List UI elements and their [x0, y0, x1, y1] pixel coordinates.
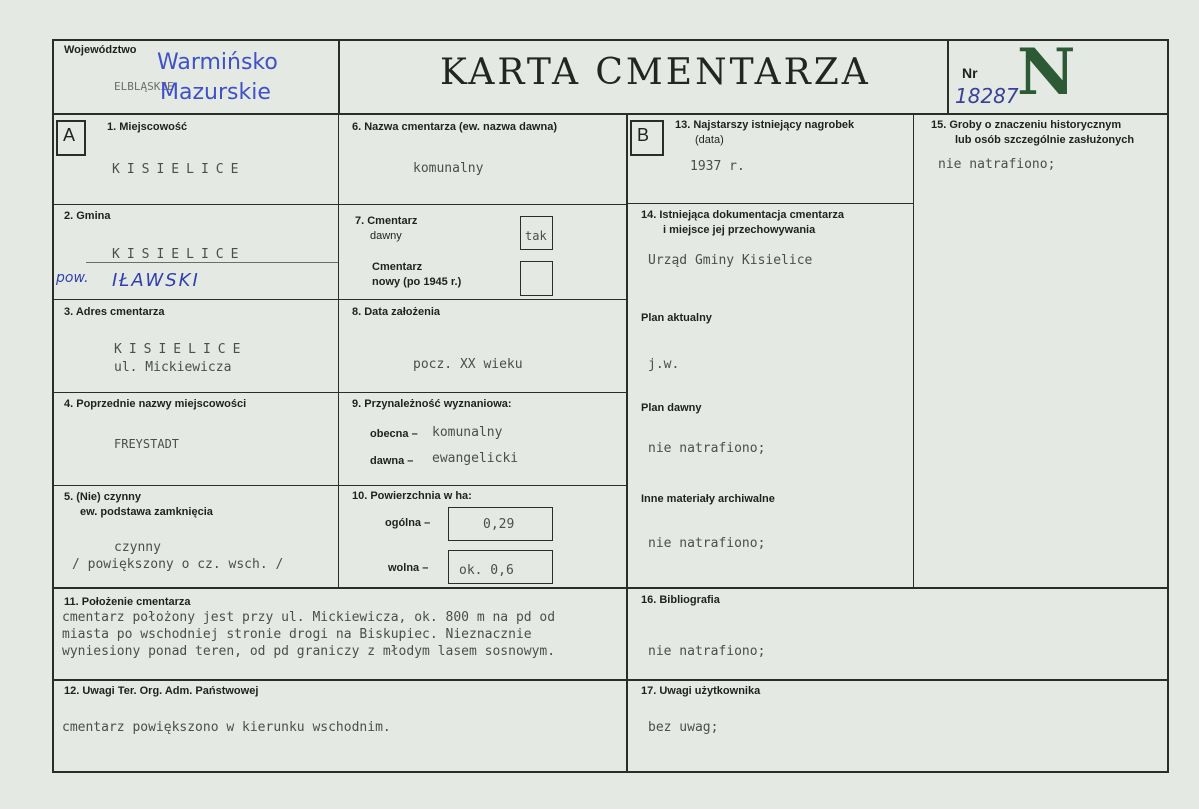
field-13-label-1: 13. Najstarszy istniejący nagrobek	[675, 119, 855, 131]
field-14-value: Urząd Gminy Kisielice	[648, 253, 813, 268]
field-9-former-value: ewangelicki	[432, 451, 519, 466]
other-materials-label: Inne materiały archiwalne	[641, 493, 775, 505]
field-5-value-1: czynny	[114, 540, 161, 555]
row-line-5	[52, 587, 1169, 589]
field-7-box-new[interactable]	[520, 261, 553, 296]
voivodeship-stamp-line1: Warmińsko	[157, 50, 278, 75]
row-line-4-left	[52, 485, 626, 486]
field-10-label: 10. Powierzchnia w ha:	[352, 490, 472, 502]
field-7-label-1: 7. Cmentarz	[355, 215, 418, 227]
row-line-1-left	[52, 204, 626, 205]
frame-bottom	[52, 771, 1169, 773]
section-b-letter: B	[637, 125, 650, 145]
field-2-hand-value: IŁAWSKI	[112, 270, 200, 291]
field-16-value: nie natrafiono;	[648, 644, 766, 659]
field-2-value: KISIELICE	[112, 247, 246, 262]
card-title: KARTA CMENTARZA	[440, 52, 871, 93]
frame-left	[52, 39, 54, 773]
nr-label: Nr	[962, 65, 978, 81]
field-11-label: 11. Położenie cmentarza	[64, 596, 191, 608]
field-12-value: cmentarz powiększono w kierunku wschodnim.	[62, 720, 391, 735]
voivodeship-label: Województwo	[64, 44, 137, 56]
header-divider-2	[947, 39, 949, 115]
field-10-total-value: 0,29	[483, 517, 515, 532]
field-4-label: 4. Poprzednie nazwy miejscowości	[64, 398, 247, 410]
field-2-label: 2. Gmina	[64, 210, 111, 222]
field-4-value: FREYSTADT	[114, 437, 180, 451]
field-9-current-label: obecna –	[370, 428, 418, 440]
frame-top	[52, 39, 1169, 41]
field-3-value-2: ul. Mickiewicza	[114, 360, 232, 375]
field-7-label-2: dawny	[370, 230, 402, 242]
field-3-value-1: KISIELICE	[114, 342, 248, 357]
row-line-1-right	[626, 203, 914, 204]
plan-current-label: Plan aktualny	[641, 312, 712, 324]
plan-former-label: Plan dawny	[641, 402, 702, 414]
field-7-label-3: Cmentarz	[372, 261, 423, 273]
field-9-current-value: komunalny	[432, 425, 503, 440]
section-a-letter: A	[63, 125, 76, 145]
field-5-label-1: 5. (Nie) czynny	[64, 491, 142, 503]
col-divider-3	[913, 113, 914, 589]
field-7-label-4: nowy (po 1945 r.)	[372, 276, 462, 288]
field-10-free-label: wolna –	[388, 562, 429, 574]
field-14-label-2: i miejsce jej przechowywania	[663, 224, 816, 236]
nr-letter: N	[1017, 35, 1076, 110]
field-13-value: 1937 r.	[690, 159, 745, 174]
other-materials-value: nie natrafiono;	[648, 536, 766, 551]
col-divider-2	[626, 113, 628, 773]
field-11-line-3: wyniesiony ponad teren, od pd graniczy z młodym lasem sosnowym.	[62, 644, 556, 659]
field-15-label-1: 15. Groby o znaczeniu historycznym	[931, 119, 1122, 131]
plan-current-value: j.w.	[648, 357, 680, 372]
field-10-total-label: ogólna –	[385, 517, 431, 529]
field-7-box-old-value: tak	[525, 229, 547, 243]
row-line-3-left	[52, 392, 626, 393]
field-3-label: 3. Adres cmentarza	[64, 306, 165, 318]
field-16-label: 16. Bibliografia	[641, 594, 720, 606]
field-8-value: pocz. XX wieku	[413, 357, 523, 372]
field-12-label: 12. Uwagi Ter. Org. Adm. Państwowej	[64, 685, 259, 697]
field-1-label: 1. Miejscowość	[107, 121, 188, 133]
field-2-underline	[86, 262, 338, 263]
field-8-label: 8. Data założenia	[352, 306, 441, 318]
field-11-line-1: cmentarz położony jest przy ul. Mickiewicza, ok. 800 m na pd od	[62, 610, 556, 625]
row-line-2-left	[52, 299, 626, 300]
field-6-value: komunalny	[413, 161, 484, 176]
field-5-label-2: ew. podstawa zamknięcia	[80, 506, 213, 518]
field-9-label: 9. Przynależność wyznaniowa:	[352, 398, 512, 410]
header-bottom-line	[52, 113, 1169, 115]
voivodeship-typed: ELBLĄSKIE	[114, 80, 174, 93]
field-11-line-2: miasta po wschodniej stronie drogi na Biskupiec. Nieznacznie	[62, 627, 532, 642]
field-14-label-1: 14. Istniejąca dokumentacja cmentarza	[641, 209, 844, 221]
field-10-free-value: ok. 0,6	[459, 563, 514, 578]
field-5-value-2: / powiększony o cz. wsch. /	[72, 557, 284, 572]
nr-handwritten: 18287	[955, 84, 1019, 108]
field-15-label-2: lub osób szczególnie zasłużonych	[955, 134, 1135, 146]
frame-right	[1167, 39, 1169, 773]
field-17-label: 17. Uwagi użytkownika	[641, 685, 761, 697]
field-6-label: 6. Nazwa cmentarza (ew. nazwa dawna)	[352, 121, 557, 133]
voivodeship-stamp-line2: Mazurskie	[160, 80, 271, 105]
field-1-value: KISIELICE	[112, 162, 246, 177]
field-17-value: bez uwag;	[648, 720, 719, 735]
col-divider-1	[338, 113, 339, 589]
field-2-hand-prefix: pow.	[56, 270, 89, 286]
header-divider-1	[338, 39, 340, 115]
field-13-label-2: (data)	[695, 134, 724, 146]
plan-former-value: nie natrafiono;	[648, 441, 766, 456]
field-9-former-label: dawna –	[370, 455, 414, 467]
field-15-value: nie natrafiono;	[938, 157, 1056, 172]
row-line-6	[52, 679, 1169, 681]
